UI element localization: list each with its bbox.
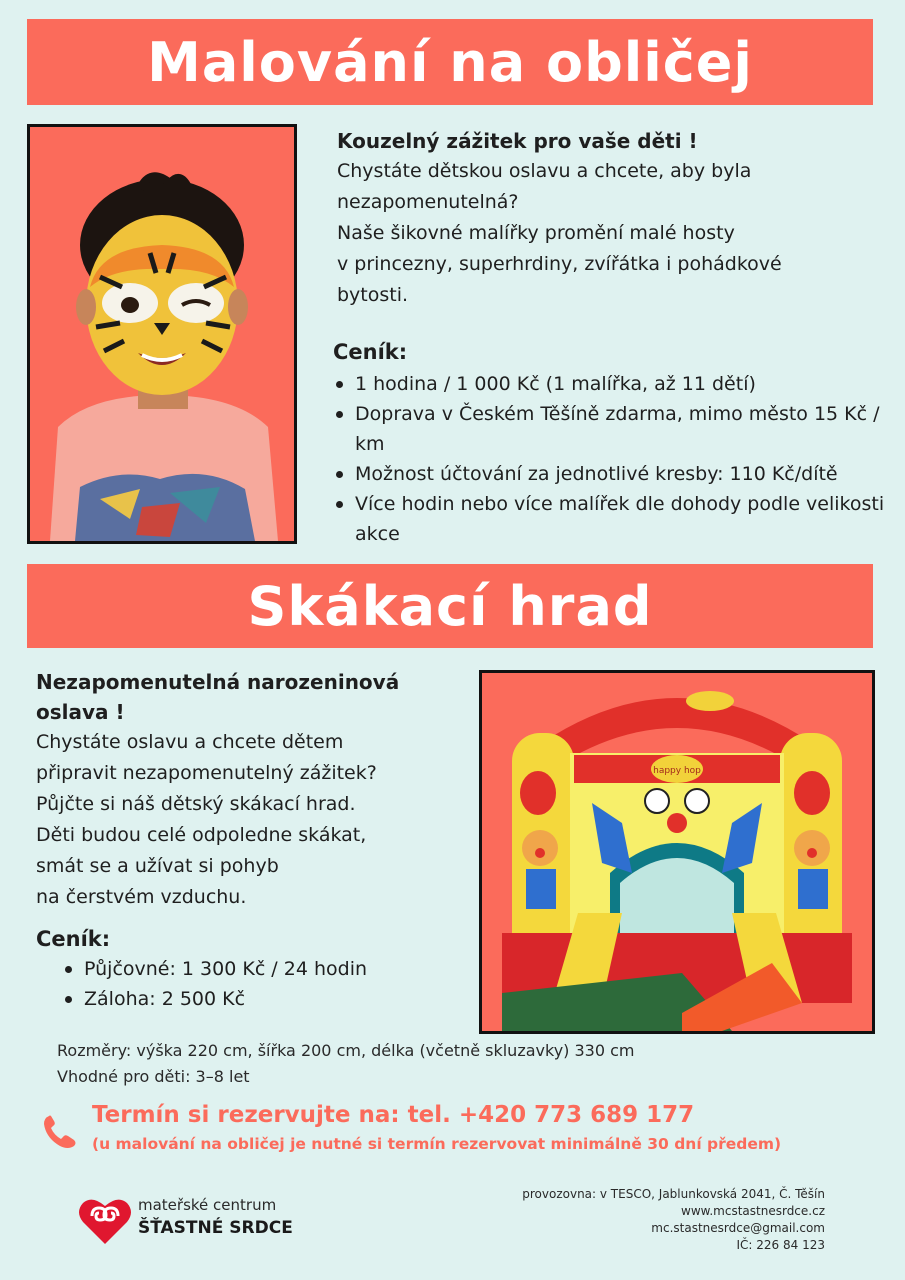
dimensions-info xyxy=(57,1038,635,1090)
face-painting-description xyxy=(337,126,882,311)
price-item: Možnost účtování za jednotlivé kresby: 110 Kč/dítě xyxy=(333,459,893,489)
face-painting-line-4: v princezny, superhrdiny, zvířátka i pohádkové xyxy=(337,253,782,275)
bouncy-castle-line-5: smát se a užívat si pohyb xyxy=(36,855,279,877)
bouncy-castle-banner xyxy=(27,564,873,648)
price-item: Doprava v Českém Těšíně zdarma, mimo město 15 Kč / km xyxy=(333,399,893,459)
price-item: Půjčovné: 1 300 Kč / 24 hodin xyxy=(62,954,466,984)
bouncy-castle-description xyxy=(36,667,466,913)
address-block xyxy=(522,1186,825,1254)
bouncy-castle-subtitle: Nezapomenutelná narozeninová oslava ! xyxy=(36,670,400,724)
face-painting-subtitle: Kouzelný zážitek pro vaše děti ! xyxy=(337,129,698,153)
face-painting-price-list xyxy=(333,369,893,549)
address-line: provozovna: v TESCO, Jablunkovská 2041, Č. Těšín xyxy=(522,1187,825,1201)
bouncy-castle-price-list xyxy=(36,954,466,1014)
website-link[interactable]: www.mcstastnesrdce.cz xyxy=(681,1204,825,1218)
face-painting-line-2: nezapomenutelná? xyxy=(337,191,519,213)
bouncy-castle-line-3: Půjčte si náš dětský skákací hrad. xyxy=(36,793,356,815)
reservation-note: (u malování na obličej je nutné si termín rezervovat minimálně 30 dní předem) xyxy=(92,1135,782,1153)
reservation-phone[interactable]: Termín si rezervujte na: tel. +420 773 689 177 xyxy=(92,1102,695,1128)
heart-logo-icon xyxy=(78,1196,132,1246)
price-item: Více hodin nebo více malířek dle dohody podle velikosti akce xyxy=(333,489,893,549)
castle-sign-text: happy hop xyxy=(653,766,701,776)
company-id: IČ: 226 84 123 xyxy=(736,1238,825,1252)
tiger-face-child-image xyxy=(30,127,294,541)
logo-subtitle: mateřské centrum xyxy=(138,1196,277,1214)
face-painting-banner xyxy=(27,19,873,105)
bouncy-castle-line-2: připravit nezapomenutelný zážitek? xyxy=(36,762,377,784)
logo xyxy=(78,1194,338,1246)
bouncy-castle-title: Skákací hrad xyxy=(247,575,653,638)
face-painting-photo xyxy=(27,124,297,544)
face-painting-pricing-label: Ceník: xyxy=(333,340,408,364)
face-painting-title: Malování na obličej xyxy=(147,31,753,94)
face-painting-line-3: Naše šikovné malířky promění malé hosty xyxy=(337,222,735,244)
bouncy-castle-pricing-label: Ceník: xyxy=(36,927,111,951)
bouncy-castle-image xyxy=(482,673,872,1031)
age-line: Vhodné pro děti: 3–8 let xyxy=(57,1067,250,1086)
bouncy-castle-photo xyxy=(479,670,875,1034)
face-painting-pricing xyxy=(333,337,893,549)
email-link[interactable]: mc.stastnesrdce@gmail.com xyxy=(651,1221,825,1235)
logo-title: ŠŤASTNÉ SRDCE xyxy=(138,1218,293,1238)
bouncy-castle-line-4: Děti budou celé odpoledne skákat, xyxy=(36,824,367,846)
dimensions-line: Rozměry: výška 220 cm, šířka 200 cm, délka (včetně skluzavky) 330 cm xyxy=(57,1041,635,1060)
phone-icon xyxy=(40,1112,80,1152)
face-painting-line-1: Chystáte dětskou oslavu a chcete, aby byla xyxy=(337,160,752,182)
price-item: Záloha: 2 500 Kč xyxy=(62,984,466,1014)
price-item: 1 hodina / 1 000 Kč (1 malířka, až 11 dětí) xyxy=(333,369,893,399)
bouncy-castle-line-6: na čerstvém vzduchu. xyxy=(36,886,247,908)
face-painting-line-5: bytosti. xyxy=(337,284,409,306)
bouncy-castle-line-1: Chystáte oslavu a chcete dětem xyxy=(36,731,344,753)
bouncy-castle-pricing xyxy=(36,924,466,1014)
